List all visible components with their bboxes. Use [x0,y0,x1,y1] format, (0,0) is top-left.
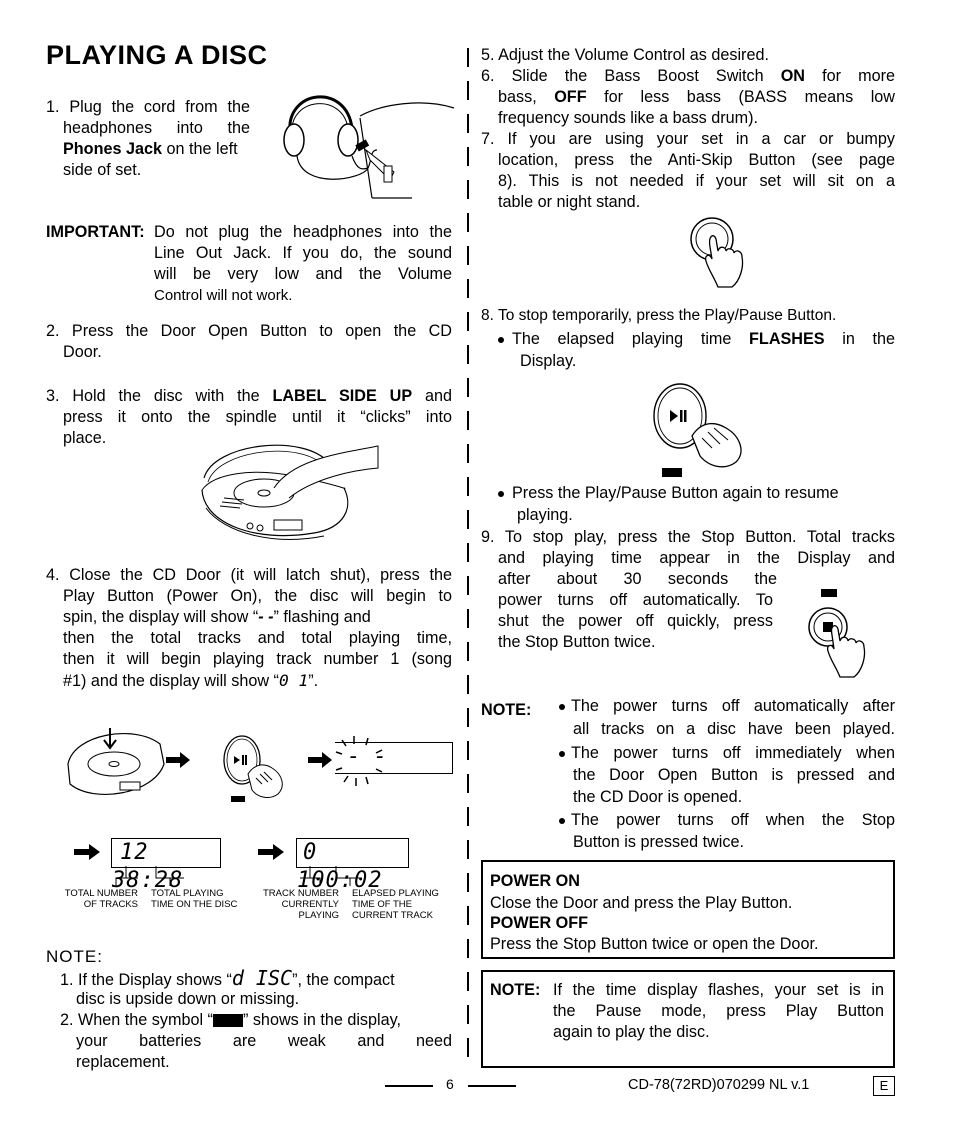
step-9-line-6: the Stop Button twice. [498,633,656,651]
note-1-line-2: disc is upside down or missing. [76,990,300,1008]
power-off-title: POWER OFF [490,914,589,932]
label-line: ELAPSED PLAYING [352,888,439,899]
on-label: ON [780,67,805,85]
pause-note-line: again to play the disc. [553,1023,710,1041]
label-line: TOTAL PLAYING [151,888,224,899]
lcd-track-display [296,838,409,893]
bullet-icon [559,751,565,757]
note-text: The power turns off automatically after [571,697,895,715]
label-line: TIME OF THE [352,899,412,910]
important-line: Line Out Jack. If you do, the sound [154,244,452,262]
step-3-line-1 [46,386,452,407]
arrow-right-icon [258,844,284,860]
step-8-text: in the [824,330,895,348]
step-7-line-1: 7. If you are using your set in a car or bumpy [481,130,895,148]
step-4-text: #1) and the display will show “ [63,672,279,690]
step-1-text: on the left [161,140,238,158]
step-5: 5. Adjust the Volume Control as desired. [481,46,769,64]
step-7-line-2: location, press the Anti-Skip Button (see page [498,151,895,169]
anti-skip-button-illustration [688,215,750,291]
bullet-icon [559,818,565,824]
label-line: CURRENT TRACK [352,910,433,921]
step-4-line-3 [63,607,371,628]
note-label: NOTE: [490,981,541,999]
step-8: 8. To stop temporarily, press the Play/Pause Button. [481,307,837,324]
step-4-line-4: then the total tracks and total playing time, [63,629,452,647]
step-3-text: 3. Hold the disc with the [46,387,273,405]
note-1-line-1 [60,968,395,991]
step-3-line-3: place. [63,429,107,447]
note-item-1-line-1 [559,696,895,717]
footer-rule-left [385,1085,433,1087]
step-6-text: bass, [498,88,555,106]
low-battery-icon [213,1014,243,1027]
step-6-line-2 [498,87,895,108]
note-2-line-2: your batteries are weak and need [76,1032,452,1050]
label-line: TIME ON THE DISC [151,899,238,910]
step-2-line-1: 2. Press the Door Open Button to open the CD [46,322,452,340]
stop-button-illustration [806,589,870,681]
label-line: TOTAL NUMBER [64,888,138,899]
language-badge [873,1076,895,1096]
phones-jack-label: Phones Jack [63,140,162,158]
note-text: 1. If the Display shows “ [60,971,232,989]
note-text: The power turns off when the Stop [571,811,895,829]
note-text: ” shows in the display, [242,1011,402,1029]
step-9-line-3: after about 30 seconds the [498,570,777,588]
step-4-line-6 [63,670,318,692]
label-line: PLAYING [298,910,339,921]
note-item-3-line-2: Button is pressed twice. [573,833,744,851]
step-8-text: Press the Play/Pause Button again to resume [512,484,839,502]
step-1-line-4: side of set. [63,161,142,179]
step-8-text: The elapsed playing time [512,330,750,348]
note-text: The power turns off immediately when [571,744,895,762]
note-2-line-3: replacement. [76,1053,170,1071]
pause-note-line: the Pause mode, press Play Button [553,1002,884,1020]
important-line: Do not plug the headphones into the [154,223,452,241]
important-line: Control will not work. [154,287,293,304]
off-label: OFF [554,88,587,106]
step-4-line-2: Play Button (Power On), the disc will begin to [63,587,452,605]
note-item-2-line-1 [559,743,895,764]
pause-note-line: If the time display flashes, your set is in [553,981,884,999]
note-text: ”, the compact [292,971,395,989]
step-8-text-2: Display. [520,352,577,370]
bullet-icon [498,337,504,343]
step-7-line-3: 8). This is not needed if your set will sit on a [498,172,895,190]
step-6-text: for more [805,67,895,85]
cd-player-disc-illustration [194,438,378,550]
display-dash: - - [347,744,387,769]
step-4-text: spin, the display will show “ [63,608,259,626]
lcd-track-value: 0 100:02 [297,840,383,893]
play-pause-button-illustration [648,380,748,482]
step-7-line-4: table or night stand. [498,193,641,211]
note-label: NOTE: [481,701,532,719]
flash-lines [332,736,392,786]
step-9-line-1: 9. To stop play, press the Stop Button. Total tracks [481,528,895,546]
step-8-bullet-1 [498,329,895,350]
step-8-bullet-2 [498,483,839,504]
display-disc: d ISC [231,966,293,990]
power-on-title: POWER ON [490,872,580,890]
label-total-tracks [62,888,138,910]
step-9-line-2: and playing time appear in the Display and [498,549,895,567]
arrow-right-icon [166,752,190,768]
note-2-line-1 [60,1010,401,1031]
step-4-text: ”. [308,672,319,690]
step-4-line-1: 4. Close the CD Door (it will latch shut), press the [46,566,452,584]
bullet-icon [498,491,504,497]
note-item-1-line-2: all tracks on a disc have been played. [573,720,895,738]
label-line: OF TRACKS [83,899,138,910]
lcd-total-display [111,838,221,893]
note-item-2-line-3: the CD Door is opened. [573,788,743,806]
arrow-right-icon [74,844,100,860]
note-item-2-line-2: the Door Open Button is pressed and [573,766,895,784]
step-6-text: 6. Slide the Bass Boost Switch [481,67,781,85]
arrow-right-icon [308,752,332,768]
page-title: PLAYING A DISC [46,40,268,70]
step-6-line-1 [481,66,895,87]
model-code: CD-78(72RD)070299 NL v.1 [628,1077,810,1093]
footer-rule-right [468,1085,516,1087]
important-line: will be very low and the Volume [154,265,452,283]
label-elapsed [352,888,439,921]
play-button-press-illustration [220,734,286,802]
step-6-text: for less bass (BASS means low [586,88,895,106]
player-close-illustration [64,724,168,804]
step-3-line-2: press it onto the spindle until it “clicks” into [63,408,452,426]
headphones-illustration [272,80,454,200]
page-number: 6 [446,1076,454,1092]
step-9-line-5: shut the power off quickly, press [498,612,773,630]
note-text: 2. When the symbol “ [60,1011,213,1029]
step-3-text: and [412,387,452,405]
step-2-line-2: Door. [63,343,102,361]
lcd-leader-lines [100,866,420,888]
flashes-label: FLASHES [749,330,825,348]
power-off-text: Press the Stop Button twice or open the Door. [490,935,819,953]
note-title: NOTE: [46,947,103,966]
step-6-line-3: frequency sounds like a bass drum). [498,109,759,127]
step-4-line-5: then it will begin playing track number 1 (song [63,650,452,668]
step-1-line-3 [63,139,238,160]
step-1-line-1: 1. Plug the cord from the [46,98,250,116]
pause-note-box [481,970,895,1068]
label-line: TRACK NUMBER [262,888,339,899]
label-line: CURRENTLY [281,899,339,910]
label-total-time [151,888,237,910]
display-dash: - - [258,608,274,626]
important-label: IMPORTANT: [46,223,145,241]
step-9-line-4: power turns off automatically. To [498,591,773,609]
lcd-total-value: 12 38:28 [112,840,184,893]
language-label: E [879,1078,889,1093]
label-side-up: LABEL SIDE UP [272,387,413,405]
power-on-text: Close the Door and press the Play Button. [490,894,793,912]
step-8-text-3: playing. [517,506,573,524]
label-track-number [256,888,339,921]
power-box [481,860,895,959]
bullet-icon [559,704,565,710]
note-item-3-line-1 [559,810,895,831]
step-4-text: ” flashing and [273,608,371,626]
display-01: 0 1 [278,671,309,690]
step-1-line-2: headphones into the [63,119,250,137]
